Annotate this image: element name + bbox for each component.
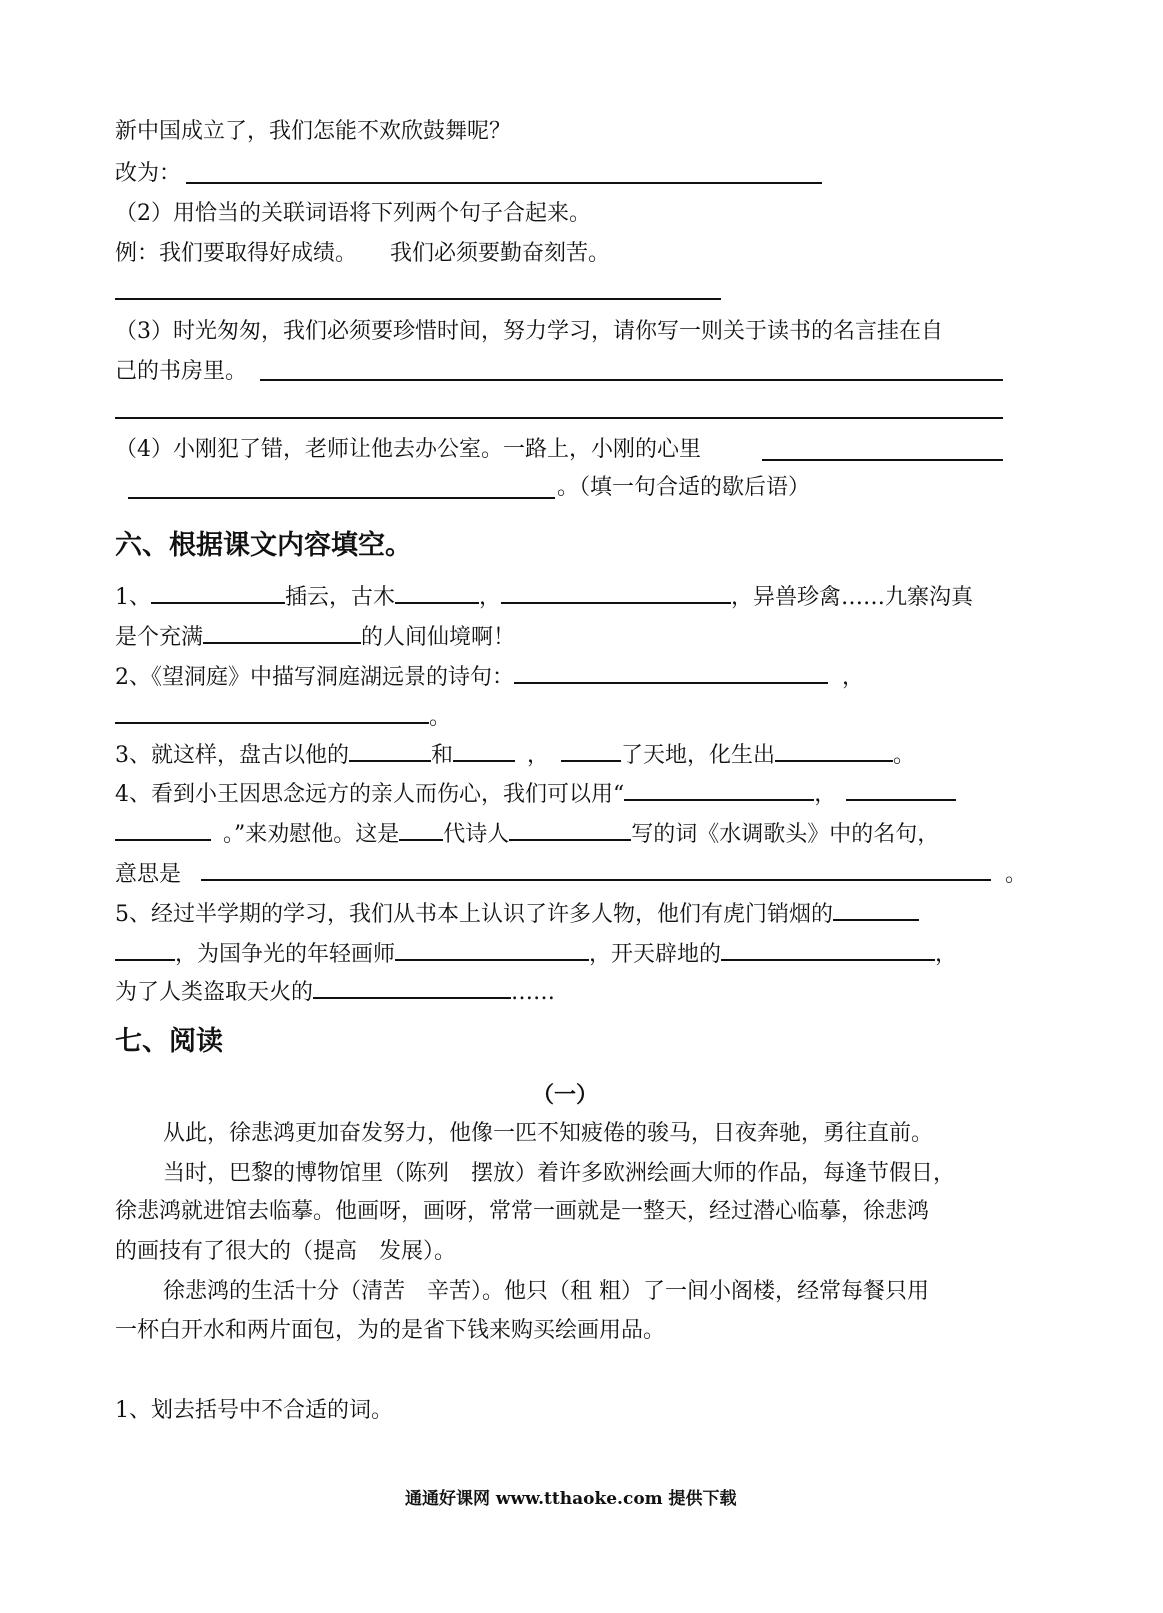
answer-line[interactable] bbox=[128, 497, 555, 499]
blank[interactable] bbox=[115, 817, 211, 841]
answer-line[interactable] bbox=[115, 417, 1003, 419]
rewrite-label: 改为： bbox=[115, 161, 182, 186]
footer-credit: 通通好课网 www.tthaoke.com 提供下载 bbox=[405, 1489, 737, 1509]
fill-item-4-meaning bbox=[115, 857, 1027, 889]
fill-item-5-cont2 bbox=[115, 975, 555, 1007]
passage-paragraph: 当时，巴黎的博物馆里（陈列 摆放）着许多欧洲绘画大师的作品，每逢节假日， bbox=[163, 1161, 956, 1186]
text: 写的词《水调歌头》中的名句， bbox=[631, 822, 940, 847]
fill-item-1-cont bbox=[115, 620, 515, 652]
fill-item-4 bbox=[115, 777, 956, 809]
text: 的人间仙境啊！ bbox=[361, 625, 516, 650]
question-4-prompt: （4）小刚犯了错，老师让他去办公室。一路上，小刚的心里 bbox=[115, 437, 701, 462]
passage-line: 徐悲鸿就进馆去临摹。他画呀，画呀，常常一画就是一整天，经过潜心临摹，徐悲鸿 bbox=[115, 1199, 930, 1224]
blank[interactable] bbox=[501, 580, 731, 604]
blank[interactable] bbox=[453, 738, 515, 762]
answer-line[interactable] bbox=[762, 459, 1003, 461]
blank[interactable] bbox=[349, 738, 431, 762]
passage-line: 一杯白开水和两片面包，为的是省下钱来购买绘画用品。 bbox=[115, 1318, 666, 1343]
answer-line[interactable] bbox=[260, 379, 1003, 381]
text: 了天地，化生出 bbox=[621, 743, 776, 768]
question-2-prompt: （2）用恰当的关联词语将下列两个句子合起来。 bbox=[115, 201, 591, 226]
question-3-prompt: （3）时光匆匆，我们必须要珍惜时间，努力学习，请你写一则关于读书的名言挂在自 bbox=[115, 319, 943, 344]
blank[interactable] bbox=[201, 857, 991, 881]
blank[interactable] bbox=[509, 817, 631, 841]
passage-number: （一） bbox=[532, 1083, 599, 1108]
blank[interactable] bbox=[115, 700, 429, 724]
text: 。 bbox=[1005, 862, 1028, 887]
question-3-prompt-cont: 己的书房里。 bbox=[115, 359, 248, 384]
blank[interactable] bbox=[514, 660, 828, 684]
question-2-example: 例：我们要取得好成绩。 我们必须要勤奋刻苦。 bbox=[115, 241, 611, 266]
text: ， bbox=[842, 665, 865, 690]
text: 意思是 bbox=[115, 862, 182, 887]
fill-item-3 bbox=[115, 738, 915, 770]
blank[interactable] bbox=[846, 777, 956, 801]
fill-item-5 bbox=[115, 897, 919, 929]
reading-question-1: 1、划去括号中不合适的词。 bbox=[115, 1398, 393, 1423]
text: 是个充满 bbox=[115, 625, 204, 650]
answer-line[interactable] bbox=[115, 298, 721, 300]
blank[interactable] bbox=[775, 738, 893, 762]
blank[interactable] bbox=[399, 817, 443, 841]
blank[interactable] bbox=[624, 777, 814, 801]
text: ，开天辟地的 bbox=[589, 942, 722, 967]
text: 。”来劝慰他。这是 bbox=[223, 822, 400, 847]
text: ， bbox=[479, 585, 502, 610]
text: ，异兽珍禽……九寨沟真 bbox=[731, 585, 974, 610]
text: 3、就这样，盘古以他的 bbox=[115, 743, 349, 768]
fill-item-4-cont bbox=[115, 817, 939, 849]
text: ，为国争光的年轻画师 bbox=[175, 942, 396, 967]
blank[interactable] bbox=[395, 937, 589, 961]
fill-item-1 bbox=[115, 580, 973, 612]
blank[interactable] bbox=[115, 937, 175, 961]
sentence-original: 新中国成立了，我们怎能不欢欣鼓舞呢？ bbox=[115, 119, 512, 144]
blank[interactable] bbox=[203, 620, 361, 644]
text: 为了人类盗取天火的 bbox=[115, 980, 314, 1005]
text: 4、看到小王因思念远方的亲人而伤心，我们可以用“ bbox=[115, 782, 625, 807]
passage-line: 的画技有了很大的（提高 发展）。 bbox=[115, 1239, 457, 1264]
text: ， bbox=[935, 942, 958, 967]
fill-item-2-cont bbox=[115, 700, 451, 732]
question-4-hint: 。（填一句合适的歇后语） bbox=[557, 475, 811, 500]
text: ， bbox=[527, 743, 550, 768]
text: 2、《望洞庭》中描写洞庭湖远景的诗句： bbox=[115, 665, 514, 690]
text: 5、经过半学期的学习，我们从书本上认识了许多人物，他们有虎门销烟的 bbox=[115, 902, 833, 927]
fill-item-2 bbox=[115, 660, 864, 692]
text: 代诗人 bbox=[443, 822, 510, 847]
blank[interactable] bbox=[721, 937, 935, 961]
text: 。 bbox=[429, 705, 452, 730]
text: 插云，古木 bbox=[285, 585, 396, 610]
text: 。 bbox=[893, 743, 916, 768]
blank[interactable] bbox=[561, 738, 621, 762]
section-6-title: 六、根据课文内容填空。 bbox=[115, 530, 412, 561]
text: ， bbox=[814, 782, 837, 807]
blank[interactable] bbox=[395, 580, 479, 604]
text: 1、 bbox=[115, 585, 151, 610]
text: …… bbox=[511, 980, 556, 1005]
passage-paragraph: 从此，徐悲鸿更加奋发努力，他像一匹不知疲倦的骏马，日夜奔驰，勇往直前。 bbox=[163, 1121, 934, 1146]
answer-line[interactable] bbox=[186, 182, 822, 184]
blank[interactable] bbox=[313, 975, 511, 999]
text: 和 bbox=[431, 743, 454, 768]
section-7-title: 七、阅读 bbox=[115, 1026, 223, 1057]
passage-paragraph: 徐悲鸿的生活十分（清苦 辛苦）。他只（租 粗）了一间小阁楼，经常每餐只用 bbox=[163, 1279, 929, 1304]
blank[interactable] bbox=[151, 580, 285, 604]
fill-item-5-cont bbox=[115, 937, 957, 969]
blank[interactable] bbox=[833, 897, 919, 921]
